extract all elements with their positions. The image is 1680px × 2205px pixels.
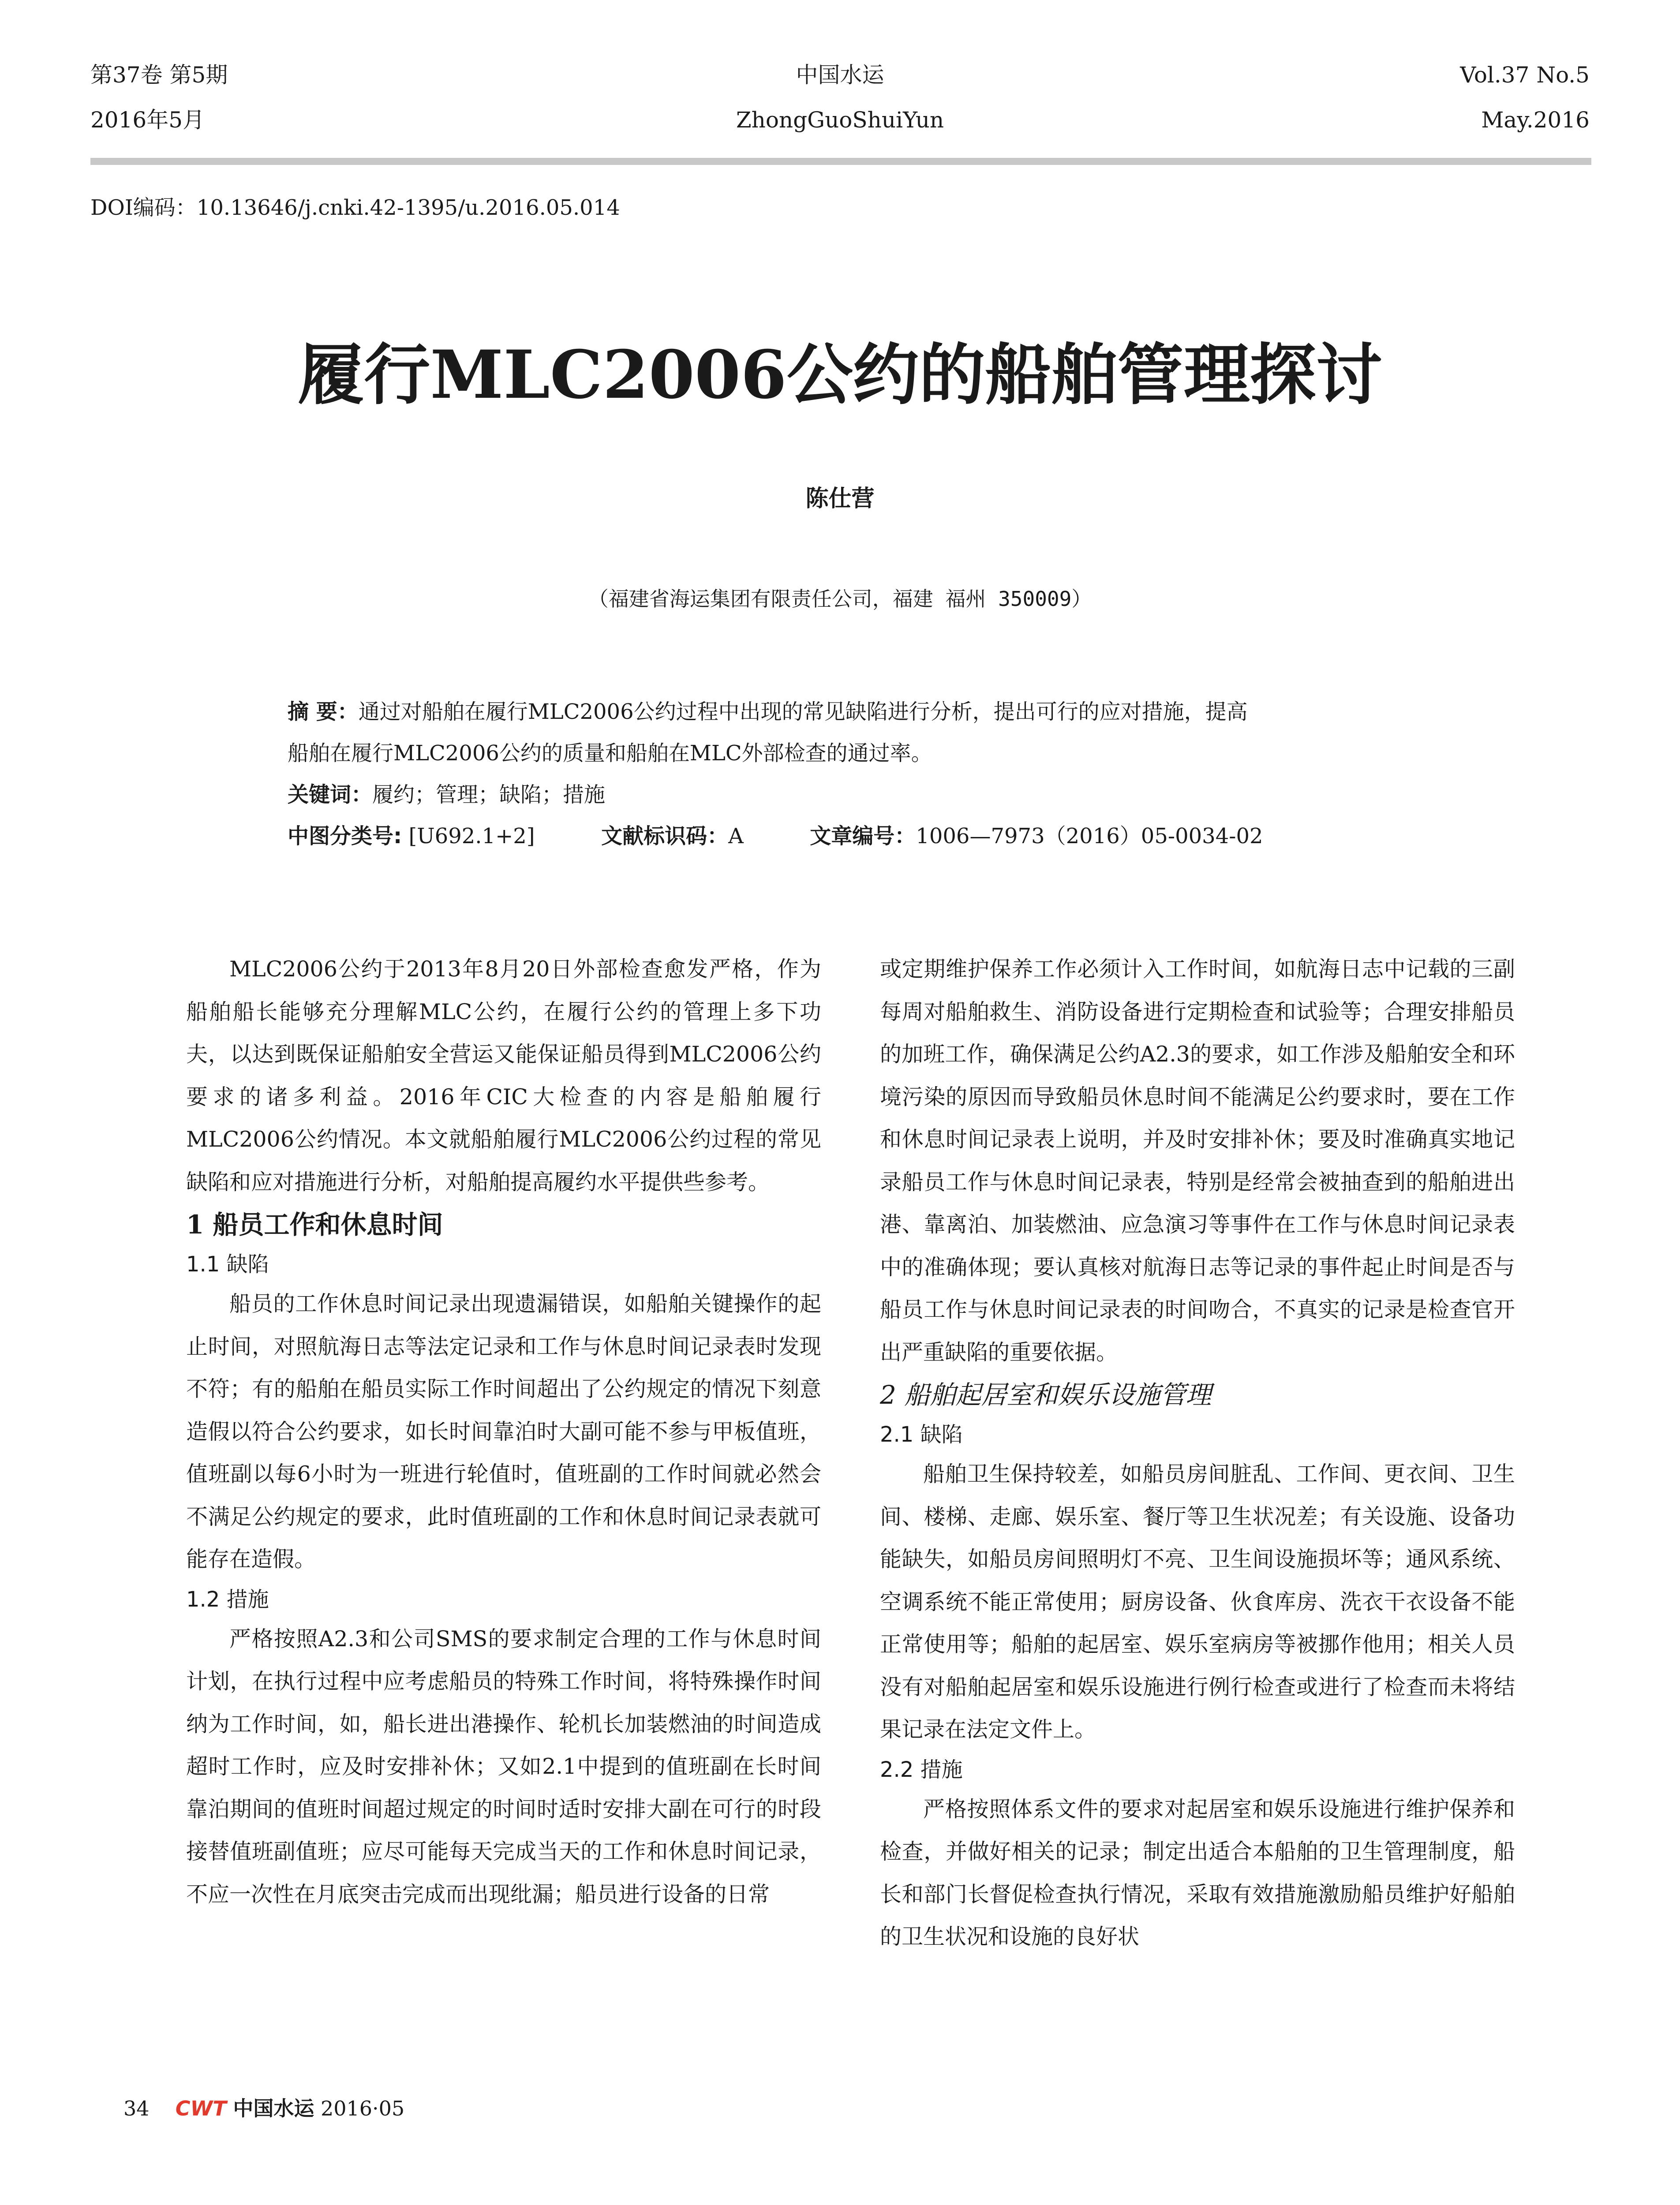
article-number-value: 1006—7973（2016）05-0034-02 [916,824,1263,848]
doi-code: DOI编码：10.13646/j.cnki.42-1395/u.2016.05.014 [90,195,620,220]
article-number-label: 文章编号： [810,824,916,848]
article-title: 履行MLC2006公约的船舶管理探讨 [298,336,1382,414]
section-1-1-paragraph: 船员的工作休息时间记录出现遗漏错误，如船舶关键操作的起止时间，对照航海日志等法定记录和工作与休息时间记录表时发现不符；有的船舶在船员实际工作时间超出了公约规定的情况下刻意造假以符合公约要求，如长时间靠泊时大副可能不参与甲板值班，值班副以每6小时为一班进行轮值时，值班副的工作时间就必然会不满足公约规定的要求，此时值班副的工作和休息时间记录表就可能存在造假。 [186,1291,821,1572]
page-footer [123,2093,404,2122]
clc-label: 中图分类号: [288,824,402,848]
header-volume-issue: 第37卷 第5期 [90,62,228,88]
section-1-heading: 1 船员工作和休息时间 [186,1210,443,1240]
section-2-1-paragraph: 船舶卫生保持较差，如船员房间脏乱、工作间、更衣间、卫生间、楼梯、走廊、娱乐室、餐厅等卫生状况差；有关设施、设备功能缺失，如船员房间照明灯不亮、卫生间设施损坏等；通风系统、空调系统不能正常使用；厨房设备、伙食库房、洗衣干衣设备不能正常使用等；船舶的起居室、娱乐室病房等被挪作他用；相关人员没有对船舶起居室和娱乐设施进行例行检查或进行了检查而未将结果记录在法定文件上。 [880,1461,1515,1742]
header-journal-name: 中国水运 [796,62,884,88]
footer-journal-name: 中国水运 [233,2097,314,2120]
section-1-2-heading: 1.2 措施 [186,1587,269,1612]
clc-value: [U692.1+2] [408,824,535,848]
keywords-text: 履约；管理；缺陷；措施 [372,782,606,807]
footer-issue: 2016·05 [320,2097,405,2120]
header-journal-pinyin: ZhongGuoShuiYun [736,107,944,133]
page-number: 34 [123,2097,150,2120]
continued-paragraph: 或定期维护保养工作必须计入工作时间，如航海日志中记载的三副每周对船舶救生、消防设备进行定期检查和试验等；合理安排船员的加班工作，确保满足公约A2.3的要求，如工作涉及船舶安全和环境污染的原因而导致船员休息时间不能满足公约要求时，要在工作和休息时间记录表上说明，并及时安排补休；要及时准确真实地记录船员工作与休息时间记录表，特别是经常会被抽查到的船舶进出港、靠离泊、加装燃油、应急演习等事件在工作与休息时间记录表中的准确体现；要认真核对航海日志等记录的事件起止时间是否与船员工作与休息时间记录表的时间吻合，不真实的记录是检查官开出严重缺陷的重要依据。 [880,957,1515,1365]
abstract-line2: 船舶在履行MLC2006公约的质量和船舶在MLC外部检查的通过率。 [288,741,932,766]
section-1-2-paragraph: 严格按照A2.3和公司SMS的要求制定合理的工作与休息时间计划，在执行过程中应考虑船员的特殊工作时间，将特殊操作时间纳为工作时间，如，船长进出港操作、轮机长加装燃油的时间造成超时工作时，应及时安排补休；又如2.1中提到的值班副在长时间靠泊期间的值班时间超过规定的时间时适时安排大副在可行的时段接替值班副值班；应尽可能每天完成当天的工作和休息时间记录，不应一次性在月底突击完成而出现纰漏；船员进行设备的日常 [186,1626,821,1907]
section-2-heading: 2 船舶起居室和娱乐设施管理 [880,1380,1212,1410]
abstract-text-1: 通过对船舶在履行MLC2006公约过程中出现的常见缺陷进行分析，提出可行的应对措施，提高 [358,699,1248,724]
header-date: 2016年5月 [90,107,205,133]
journal-brand-logo: CWT [175,2097,227,2120]
classification-line [288,823,1263,849]
abstract-line1 [288,699,1248,725]
section-1-1-heading: 1.1 缺陷 [186,1252,269,1277]
author-affiliation: （福建省海运集团有限责任公司，福建 福州 350009） [588,587,1092,611]
left-column [186,948,821,1916]
intro-paragraph: MLC2006公约于2013年8月20日外部检查愈发严格，作为船舶船长能够充分理解MLC公约，在履行公约的管理上多下功夫，以达到既保证船舶安全营运又能保证船员得到MLC2006公约要求的诸多利益。2016年CIC大检查的内容是船舶履行MLC2006公约情况。本文就船舶履行MLC2006公约过程的常见缺陷和应对措施进行分析，对船舶提高履约水平提供些参考。 [186,957,821,1195]
author-name: 陈仕营 [805,485,875,512]
header-divider [90,158,1591,165]
abstract-label: 摘 要： [288,699,359,724]
keywords-line [288,781,605,808]
section-2-1-heading: 2.1 缺陷 [880,1422,963,1447]
header-date-en: May.2016 [1481,107,1590,133]
doc-code-value: A [728,824,744,848]
keywords-label: 关键词： [288,782,373,807]
header-volume-en: Vol.37 No.5 [1460,62,1590,88]
doc-code-label: 文献标识码： [601,824,729,848]
section-2-2-paragraph: 严格按照体系文件的要求对起居室和娱乐设施进行维护保养和检查，并做好相关的记录；制定出适合本船舶的卫生管理制度，船长和部门长督促检查执行情况，采取有效措施激励船员维护好船舶的卫生状况和设施的良好状 [880,1796,1515,1949]
right-column [880,948,1515,1958]
section-2-2-heading: 2.2 措施 [880,1757,963,1782]
